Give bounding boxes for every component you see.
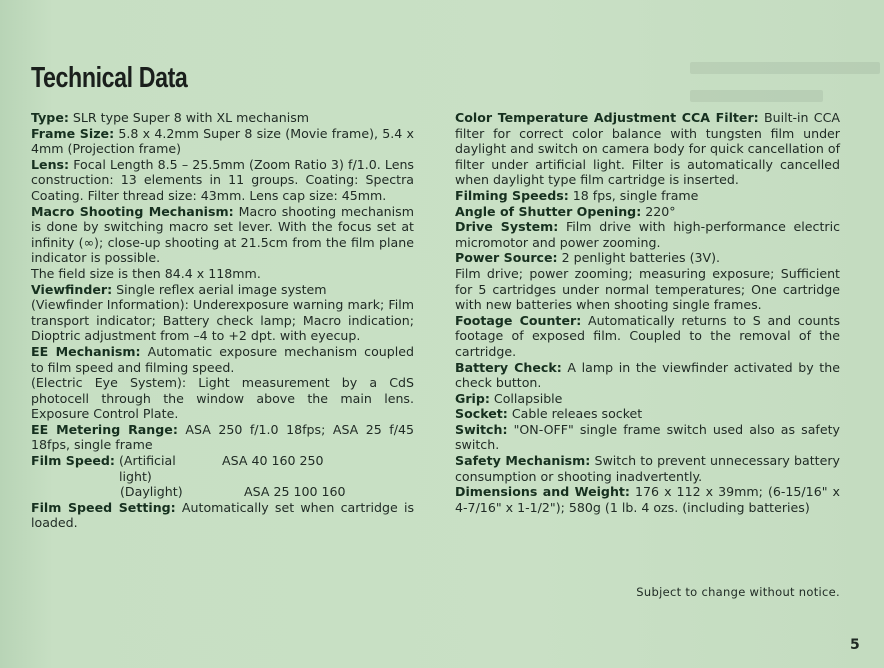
spec-value: Focal Length 8.5 – 25.5mm (Zoom Ratio 3) f/1.0. Lens construction: 13 elements in 11 groups. Coating: Spectra Coating. Filter thread size: 43mm. Lens cap size: 45mm. bbox=[31, 156, 414, 203]
spec-entry bbox=[31, 500, 414, 531]
spec-entry bbox=[455, 391, 840, 407]
right-spec-list bbox=[455, 110, 840, 515]
spec-value: Film drive; power zooming; measuring exposure; Sufficient for 5 cartridges under normal temperatures; One cartridge with new batteries when shooting single frames. bbox=[455, 265, 840, 313]
spec-label: Power Source: bbox=[455, 250, 558, 266]
spec-entry bbox=[455, 360, 840, 391]
film-speed-row bbox=[31, 484, 414, 500]
spec-entry bbox=[31, 344, 414, 375]
bleed-line bbox=[690, 62, 880, 74]
page-number: 5 bbox=[850, 637, 860, 653]
film-speed-values: ASA 40 160 250 bbox=[222, 453, 324, 469]
spec-entry bbox=[31, 157, 414, 204]
spec-label: Battery Check: bbox=[455, 359, 562, 375]
spec-entry bbox=[31, 204, 414, 266]
spec-entry bbox=[455, 313, 840, 360]
spec-value: 5.8 x 4.2mm Super 8 size (Movie frame), 5.4 x 4mm (Projection frame) bbox=[31, 125, 414, 157]
spec-label: Viewfinder: bbox=[31, 281, 113, 297]
spec-value: Collapsible bbox=[489, 390, 563, 406]
spec-entry bbox=[31, 110, 414, 126]
spec-label: EE Metering Range: bbox=[31, 421, 178, 437]
spec-value: Automatic exposure mechanism coupled to film speed and filming speed. bbox=[31, 343, 415, 375]
spec-value: SLR type Super 8 with XL mechanism bbox=[68, 110, 310, 125]
spec-entry bbox=[455, 484, 840, 515]
spec-label: Grip: bbox=[455, 390, 490, 406]
spec-value: Switch to prevent unnecessary battery consumption or shooting inadvertently. bbox=[455, 453, 840, 484]
film-speed-label: Film Speed: bbox=[31, 453, 115, 469]
spec-entry bbox=[455, 110, 840, 188]
spec-value: 2 penlight batteries (3V). bbox=[557, 250, 721, 266]
spec-value: 220° bbox=[641, 203, 676, 219]
spec-label: Film Speed Setting: bbox=[31, 499, 176, 515]
page-title: Technical Data bbox=[31, 62, 188, 94]
bleed-line bbox=[690, 90, 823, 102]
spec-label: Macro Shooting Mechanism: bbox=[31, 203, 234, 219]
spec-value: Macro shooting mechanism is done by switching macro set lever. With the focus set at infinity (∞); close-up shooting at 21.5cm from the film plane indicator is possible. bbox=[31, 203, 414, 266]
spec-entry bbox=[31, 266, 414, 282]
spec-value: 176 x 112 x 39mm; (6-15/16" x 4-7/16" x 1-1/2"); 580g (1 lb. 4 ozs. (including batteries) bbox=[455, 484, 840, 515]
spec-value: Single reflex aerial image system bbox=[112, 281, 327, 297]
spec-entry bbox=[455, 188, 840, 204]
spec-entry bbox=[455, 266, 840, 313]
spec-entry bbox=[455, 406, 840, 422]
left-spec-tail bbox=[31, 500, 414, 531]
film-speed-condition: (Artificial light) bbox=[118, 453, 176, 484]
right-column bbox=[455, 110, 840, 515]
spec-value: 18 fps, single frame bbox=[568, 187, 699, 203]
film-speed-values: ASA 25 100 160 bbox=[244, 484, 346, 500]
film-speed-row bbox=[31, 453, 414, 484]
spec-label: Socket: bbox=[455, 406, 508, 422]
film-speed-condition: (Daylight) bbox=[120, 484, 183, 500]
spec-label: Frame Size: bbox=[31, 125, 115, 141]
spec-value: A lamp in the viewfinder activated by the check button. bbox=[455, 359, 840, 391]
spec-entry bbox=[455, 422, 840, 453]
spec-entry bbox=[455, 250, 840, 266]
spec-value: (Viewfinder Information): Underexposure warning mark; Film transport indicator; Battery check lamp; Macro indication; Dioptric adjustment from –4 to +2 dpt. with eyecup. bbox=[31, 297, 414, 344]
spec-label: Safety Mechanism: bbox=[455, 453, 591, 469]
spec-label: EE Mechanism: bbox=[31, 343, 141, 359]
spec-value: ASA 250 f/1.0 18fps; ASA 25 f/45 18fps, single frame bbox=[31, 421, 415, 453]
spec-value: Film drive with high-performance electric micromotor and power zooming. bbox=[455, 219, 840, 250]
spec-value: Automatically set when cartridge is loaded. bbox=[31, 499, 415, 531]
spec-entry bbox=[455, 204, 840, 220]
disclaimer-note: Subject to change without notice. bbox=[636, 585, 840, 599]
spec-label: Filming Speeds: bbox=[455, 187, 569, 203]
spec-entry bbox=[455, 219, 840, 250]
spec-entry bbox=[31, 282, 414, 298]
spec-label: Color Temperature Adjustment CCA Filter: bbox=[455, 110, 759, 125]
spec-label: Angle of Shutter Opening: bbox=[455, 203, 642, 219]
spec-entry bbox=[31, 297, 414, 344]
spec-label: Switch: bbox=[455, 421, 508, 437]
spec-label: Drive System: bbox=[455, 219, 559, 235]
spec-value: Automatically returns to S and counts footage of exposed film. Coupled to the removal of the cartridge. bbox=[455, 312, 841, 359]
left-column bbox=[31, 110, 414, 531]
spec-value: Cable releaes socket bbox=[507, 406, 643, 422]
spec-entry bbox=[31, 375, 414, 422]
film-speed-block bbox=[31, 453, 414, 500]
spec-value: (Electric Eye System): Light measurement by a CdS photocell through the window above the main lens. Exposure Control Plate. bbox=[31, 375, 414, 422]
left-spec-list bbox=[31, 110, 414, 453]
spec-label: Dimensions and Weight: bbox=[455, 484, 630, 500]
spec-value: The field size is then 84.4 x 118mm. bbox=[31, 265, 261, 281]
spec-entry bbox=[31, 126, 414, 157]
spec-label: Type: bbox=[31, 110, 69, 125]
spec-value: "ON-OFF" single frame switch used also as safety switch. bbox=[455, 421, 840, 453]
spec-label: Footage Counter: bbox=[455, 312, 582, 328]
spec-entry bbox=[455, 453, 840, 484]
spec-value: Built-in CCA filter for correct color balance with tungsten film under daylight and switch on camera body for quick cancellation of filter under artificial light. Filter is automatically cancelled when daylight type film cartridge is inserted. bbox=[455, 110, 840, 188]
spec-label: Lens: bbox=[31, 156, 70, 172]
spec-entry bbox=[31, 422, 414, 453]
